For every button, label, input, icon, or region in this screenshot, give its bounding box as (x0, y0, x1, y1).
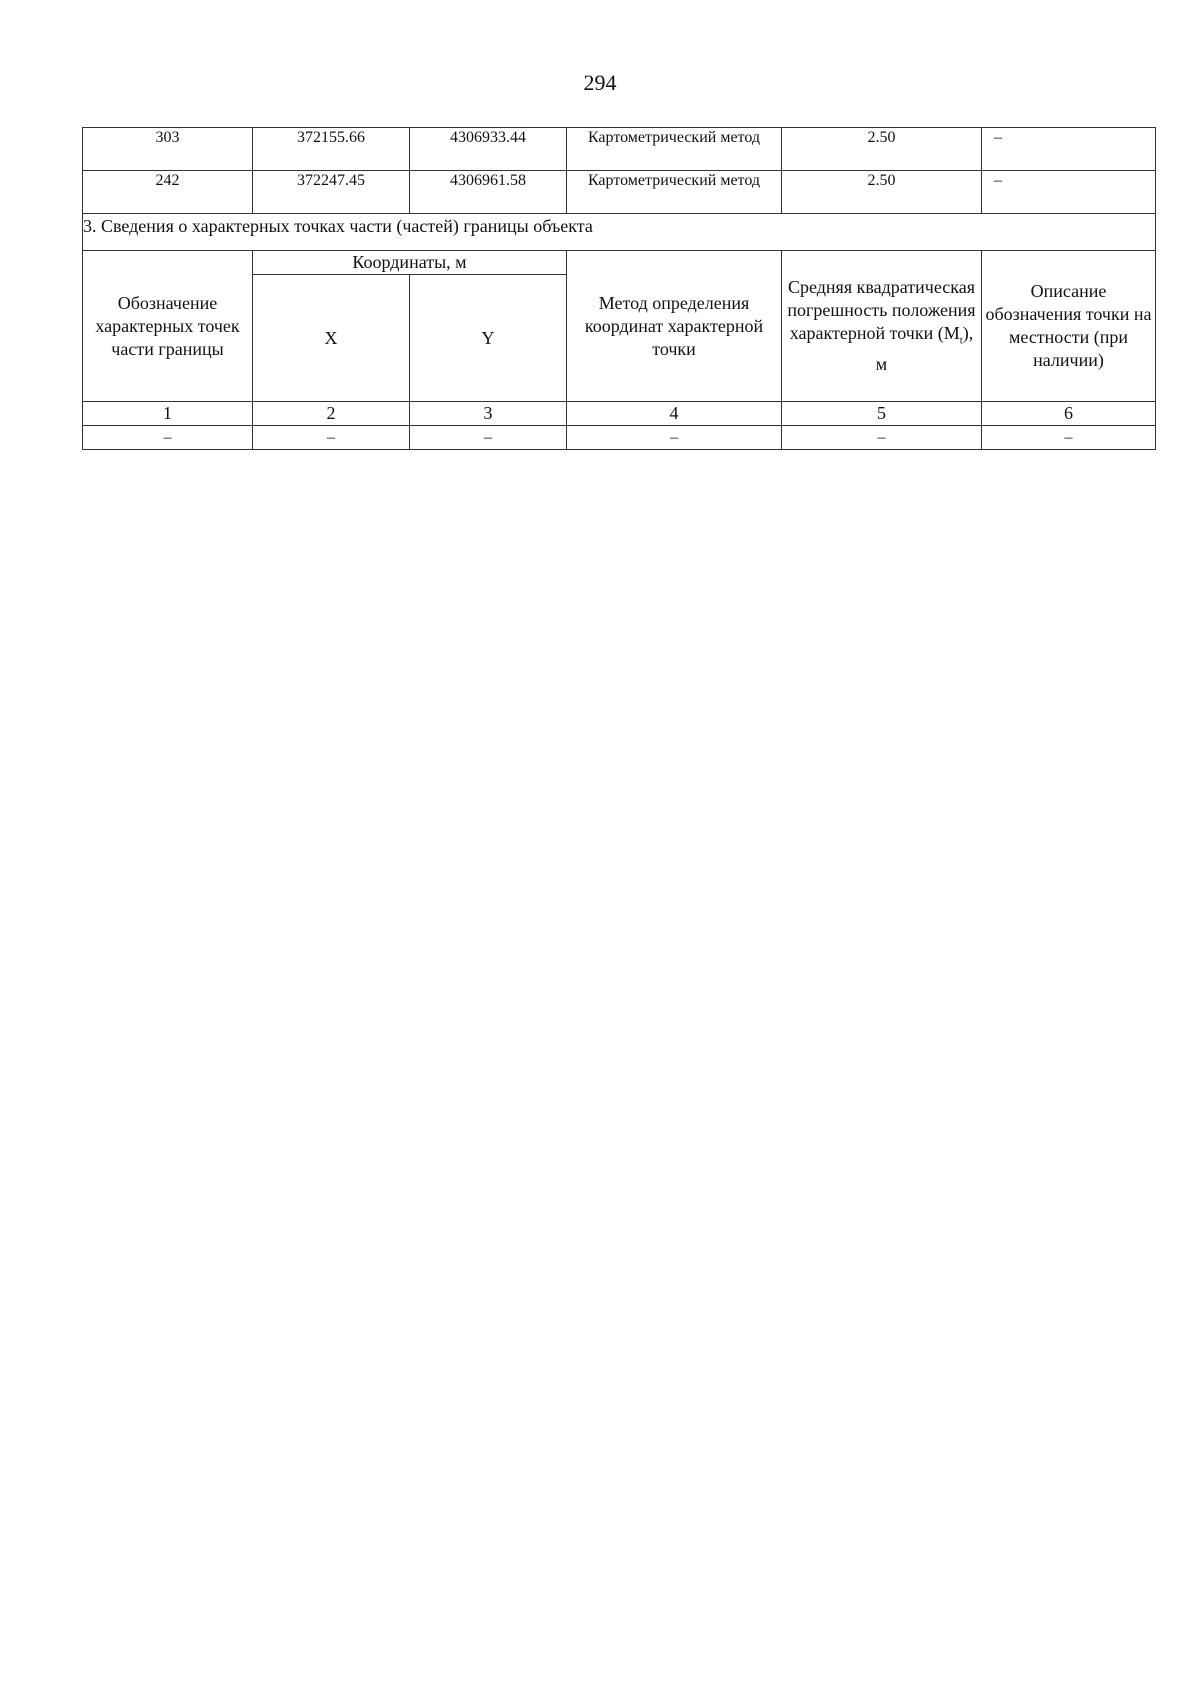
column-number: 5 (782, 402, 982, 426)
point-cell: 303 (83, 128, 253, 171)
table-row (83, 171, 1156, 214)
header-coords: Координаты, м (253, 251, 567, 275)
header-x: X (253, 275, 410, 402)
x-cell: 372155.66 (253, 128, 410, 171)
error-cell: 2.50 (782, 171, 982, 214)
empty-cell: – (253, 426, 410, 450)
x-cell: 372247.45 (253, 171, 410, 214)
method-cell: Картометрический метод (567, 128, 782, 171)
header-y: Y (410, 275, 567, 402)
empty-cell: – (83, 426, 253, 450)
point-cell: 242 (83, 171, 253, 214)
header-method: Метод определения координат характерной точки (567, 251, 782, 402)
column-number: 6 (982, 402, 1156, 426)
section-title: 3. Сведения о характерных точках части (частей) границы объекта (83, 214, 1156, 251)
error-cell: 2.50 (782, 128, 982, 171)
column-number: 3 (410, 402, 567, 426)
column-number: 2 (253, 402, 410, 426)
header-error (782, 251, 982, 402)
page-number: 294 (583, 70, 617, 95)
table-row (83, 426, 1156, 450)
y-cell: 4306933.44 (410, 128, 567, 171)
empty-cell: – (782, 426, 982, 450)
coordinates-table (82, 127, 1156, 450)
column-number-row (83, 402, 1156, 426)
header-error-tail: ), м (875, 323, 974, 374)
empty-cell: – (410, 426, 567, 450)
header-point: Обозначение характерных точек части границы (83, 251, 253, 402)
column-number: 4 (567, 402, 782, 426)
header-error-text: Средняя квадратическая погрешность положения характерной точки (M (787, 277, 976, 344)
column-number: 1 (83, 402, 253, 426)
description-cell: – (982, 171, 1156, 214)
description-cell: – (982, 128, 1156, 171)
header-error-sub: t (959, 334, 963, 347)
empty-cell: – (982, 426, 1156, 450)
table-row (83, 128, 1156, 171)
header-row (83, 251, 1156, 275)
y-cell: 4306961.58 (410, 171, 567, 214)
method-cell: Картометрический метод (567, 171, 782, 214)
header-description: Описание обозначения точки на местности (при наличии) (982, 251, 1156, 402)
section-title-row (83, 214, 1156, 251)
empty-cell: – (567, 426, 782, 450)
